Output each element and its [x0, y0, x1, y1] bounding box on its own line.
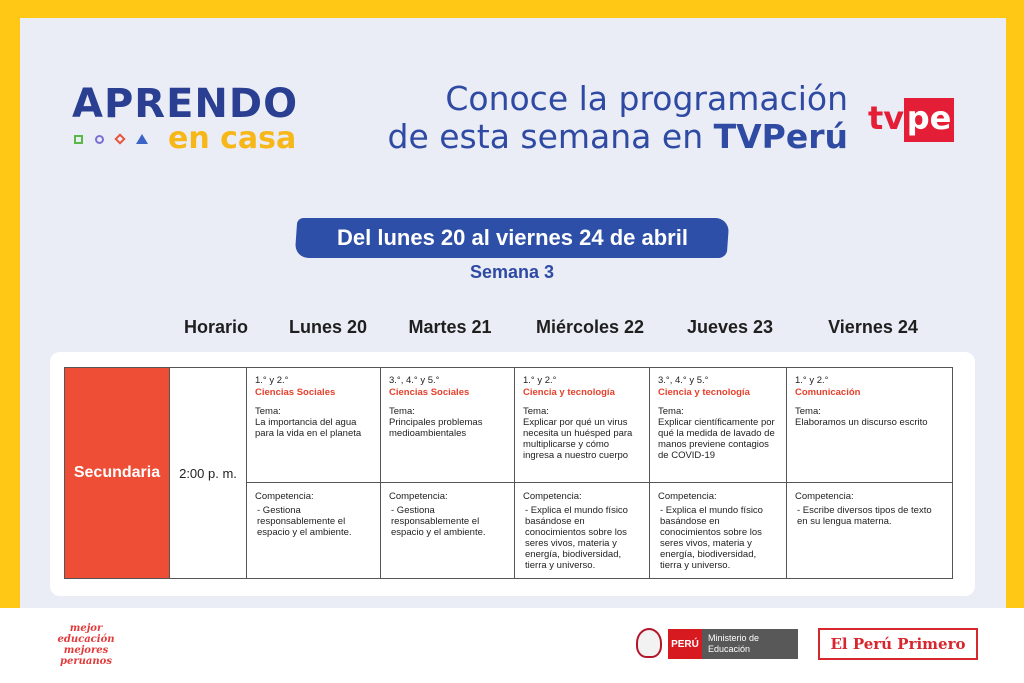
headline	[368, 80, 848, 156]
level-cell: Secundaria	[64, 367, 170, 579]
competency-text: - Escribe diversos tipos de texto en su lengua materna.	[797, 505, 932, 527]
tvpe-logo-pe: pe	[904, 98, 954, 142]
headline-line2-bold: TVPerú	[713, 117, 848, 156]
logo-line1: APRENDO	[72, 81, 299, 127]
session-topic-block	[650, 368, 786, 483]
date-range-banner	[295, 218, 730, 258]
ministerio-label: Ministerio de Educación	[702, 629, 798, 659]
session-subject: Comunicación	[795, 387, 861, 398]
topic-label: Tema:	[795, 406, 821, 417]
peru-label: PERÚ	[668, 629, 702, 659]
triangle-icon	[136, 134, 148, 144]
square-icon	[74, 135, 83, 144]
session-grades: 1.° y 2.°	[795, 375, 829, 386]
session-wednesday	[515, 367, 650, 579]
session-tuesday	[381, 367, 515, 579]
session-competency-block	[381, 483, 514, 578]
topic-label: Tema:	[389, 406, 415, 417]
week-label: Semana 3	[469, 262, 555, 282]
topic-text: Explicar científicamente por qué la medida de lavado de manos previene contagios de COVID-19	[658, 417, 775, 461]
header-day-wednesday: Miércoles 22	[535, 317, 645, 337]
competency-label: Competencia:	[255, 491, 314, 502]
session-subject: Ciencias Sociales	[255, 387, 336, 398]
session-subject: Ciencia y tecnología	[523, 387, 615, 398]
header-schedule: Horario	[183, 317, 248, 337]
competency-label: Competencia:	[658, 491, 717, 502]
session-grades: 1.° y 2.°	[523, 375, 557, 386]
session-grades: 1.° y 2.°	[255, 375, 289, 386]
session-competency-block	[247, 483, 380, 578]
header-day-friday: Viernes 24	[828, 317, 918, 337]
competency-text: - Gestiona responsablemente el espacio y el ambiente.	[257, 505, 352, 538]
diamond-icon	[114, 133, 125, 144]
logo-line2: en casa	[168, 121, 297, 156]
competency-label: Competencia:	[795, 491, 854, 502]
session-subject: Ciencias Sociales	[389, 387, 470, 398]
session-monday	[247, 367, 381, 579]
headline-line2	[368, 118, 848, 156]
topic-label: Tema:	[255, 406, 281, 417]
circle-icon	[95, 135, 104, 144]
date-range-text: Del lunes 20 al viernes 24 de abril	[336, 225, 688, 250]
session-competency-block	[650, 483, 786, 578]
logo-shapes	[74, 134, 148, 144]
session-topic-block	[381, 368, 514, 483]
headline-line1: Conoce la programación	[445, 79, 848, 118]
competency-text: - Gestiona responsablemente el espacio y el ambiente.	[391, 505, 486, 538]
header-day-thursday: Jueves 23	[686, 317, 774, 337]
topic-text: Principales problemas medioambientales	[389, 417, 483, 439]
session-competency-block	[515, 483, 649, 578]
session-friday	[787, 367, 953, 579]
session-grades: 3.°, 4.° y 5.°	[658, 375, 709, 386]
competency-text: - Explica el mundo físico basándose en conocimientos sobre los seres vivos, materia y energía, biodiversidad, tierra y universo.	[525, 505, 628, 571]
session-topic-block	[247, 368, 380, 483]
session-topic-block	[787, 368, 952, 483]
header-day-monday: Lunes 20	[288, 317, 368, 337]
session-grades: 3.°, 4.° y 5.°	[389, 375, 440, 386]
el-peru-primero-logo: El Perú Primero	[818, 628, 978, 660]
header-day-tuesday: Martes 21	[408, 317, 492, 337]
competency-label: Competencia:	[389, 491, 448, 502]
topic-text: Elaboramos un discurso escrito	[795, 417, 928, 428]
headline-line2-prefix: de esta semana en	[387, 117, 714, 156]
session-competency-block	[787, 483, 952, 578]
competency-label: Competencia:	[523, 491, 582, 502]
ministerio-educacion-logo	[668, 629, 798, 659]
session-topic-block	[515, 368, 649, 483]
topic-text: Explicar por qué un virus necesita un huésped para multiplicarse y cómo ingresa a nuestro cuerpo	[523, 417, 633, 461]
session-subject: Ciencia y tecnología	[658, 387, 750, 398]
topic-label: Tema:	[523, 406, 549, 417]
peru-coat-of-arms-icon	[636, 628, 662, 658]
mejor-educacion-logo: mejor educación mejores peruanos	[57, 623, 115, 667]
session-thursday	[650, 367, 787, 579]
tvpe-logo-tv: tv	[868, 99, 905, 137]
topic-text: La importancia del agua para la vida en el planeta	[255, 417, 362, 439]
tvpe-logo	[868, 98, 954, 144]
aprendo-en-casa-logo	[72, 82, 312, 162]
competency-text: - Explica el mundo físico basándose en conocimientos sobre los seres vivos, materia y energía, biodiversidad, tierra y universo.	[660, 505, 763, 571]
topic-label: Tema:	[658, 406, 684, 417]
time-cell: 2:00 p. m.	[170, 367, 247, 579]
